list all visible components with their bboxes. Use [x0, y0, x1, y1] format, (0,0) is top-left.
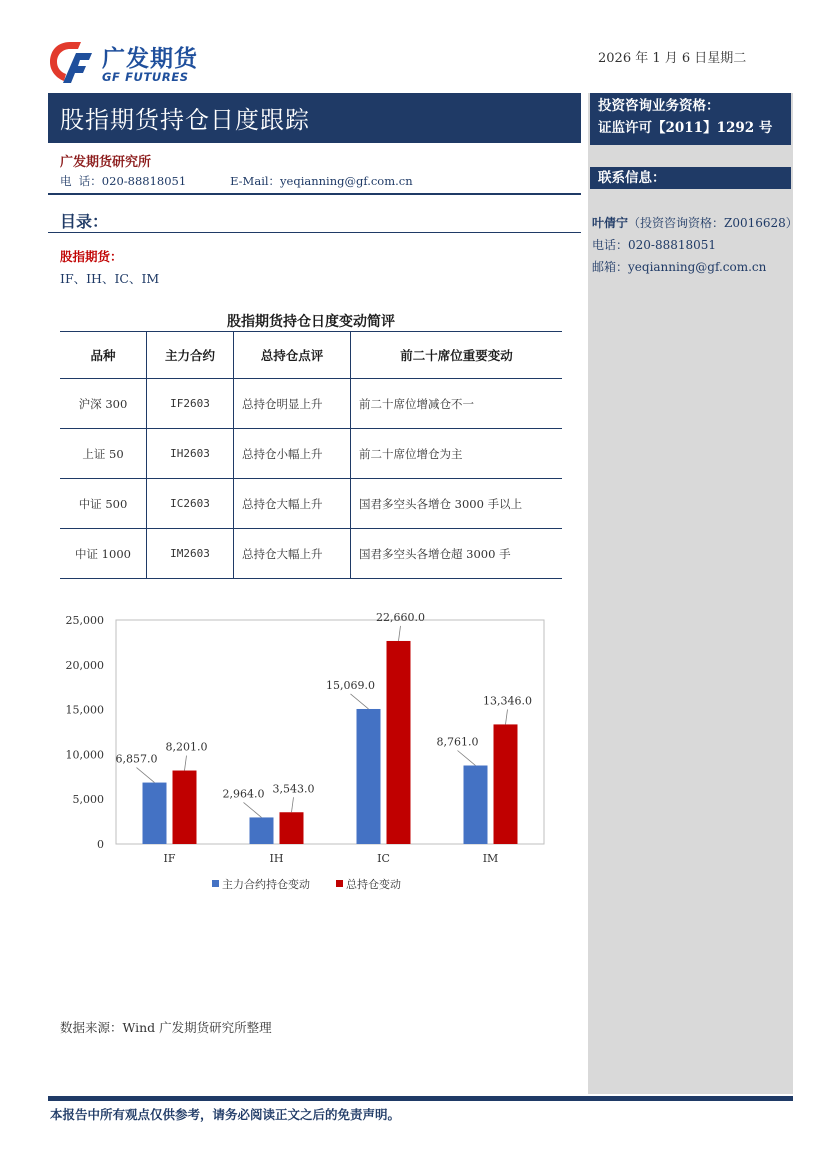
table-cell: 前二十席位增仓为主 [351, 429, 563, 479]
phone-text: 电 话：020-88818051 [60, 174, 187, 188]
qualification-box [590, 93, 791, 145]
bar-if-series-1 [143, 783, 167, 844]
data-label-leader [506, 709, 508, 724]
data-label-leader [137, 768, 155, 783]
legend-swatch [212, 880, 219, 887]
table-cell: 总持仓明显上升 [234, 379, 351, 429]
footer-divider [48, 1096, 793, 1101]
bar-im-series-1 [464, 766, 488, 844]
y-tick-label: 20,000 [65, 658, 104, 672]
table-cell: IC2603 [147, 479, 234, 529]
qualification-line-1: 投资咨询业务资格： [598, 98, 720, 114]
toc-section-items[interactable]: IF、IH、IC、IM [60, 271, 160, 286]
table-cell: IF2603 [147, 379, 234, 429]
data-label-leader [351, 694, 369, 709]
table-row [60, 529, 562, 579]
table-header-row [60, 332, 562, 379]
gf-futures-logo-icon [48, 40, 94, 84]
x-tick-label: IH [269, 852, 284, 865]
y-tick-label: 15,000 [65, 703, 104, 717]
data-label: 3,543.0 [272, 782, 315, 796]
table-cell: 总持仓大幅上升 [234, 479, 351, 529]
contact-header: 联系信息： [590, 167, 791, 189]
table-cell: 国君多空头各增仓超 3000 手 [351, 529, 563, 579]
legend-label: 主力合约持仓变动 [222, 878, 310, 891]
table-cell: IM2603 [147, 529, 234, 579]
bar-ih-series-1 [250, 817, 274, 844]
table-row [60, 479, 562, 529]
analyst-email[interactable]: 邮箱：yeqianning@gf.com.cn [592, 260, 767, 274]
table-row [60, 379, 562, 429]
x-tick-label: IF [163, 852, 176, 865]
table-cell: 沪深 300 [60, 379, 147, 429]
table-header: 前二十席位重要变动 [351, 332, 563, 379]
toc-section-label[interactable]: 股指期货： [60, 249, 123, 264]
y-tick-label: 25,000 [65, 614, 104, 627]
table-title: 股指期货持仓日度变动简评 [227, 314, 395, 330]
data-label-leader [292, 797, 294, 812]
data-label-leader [399, 626, 401, 641]
data-label-leader [244, 802, 262, 817]
table-row [60, 429, 562, 479]
table-cell: 上证 50 [60, 429, 147, 479]
analyst-phone: 电话：020-88818051 [592, 238, 717, 252]
table-cell: IH2603 [147, 429, 234, 479]
y-tick-label: 0 [97, 838, 104, 851]
bar-ih-series-2 [280, 812, 304, 844]
contact-line [60, 173, 413, 189]
bar-if-series-2 [173, 771, 197, 844]
x-tick-label: IC [377, 852, 390, 865]
divider [48, 232, 581, 233]
data-label: 2,964.0 [222, 787, 265, 801]
qualification-line-2: 证监许可【2011】1292 号 [598, 120, 773, 136]
source-note: 数据来源：Wind 广发期货研究所整理 [60, 1020, 272, 1035]
table-header: 品种 [60, 332, 147, 379]
toc-title: 目录： [60, 212, 109, 231]
y-tick-label: 10,000 [65, 748, 104, 762]
analyst-info [592, 214, 798, 231]
position-change-chart [50, 608, 570, 898]
data-label: 6,857.0 [115, 752, 158, 766]
bar-ic-series-1 [357, 709, 381, 844]
data-label: 8,201.0 [165, 740, 208, 754]
table-cell: 中证 500 [60, 479, 147, 529]
disclaimer-footer: 本报告中所有观点仅供参考，请务必阅读正文之后的免责声明。 [50, 1107, 401, 1122]
data-label-leader [185, 756, 187, 771]
data-label: 22,660.0 [376, 610, 425, 624]
table-cell: 总持仓大幅上升 [234, 529, 351, 579]
data-label: 8,761.0 [436, 735, 479, 749]
brand-name: 广发期货 [102, 46, 198, 72]
institute-name: 广发期货研究所 [60, 155, 152, 170]
legend-label: 总持仓变动 [346, 878, 401, 891]
table-header: 主力合约 [147, 332, 234, 379]
email-text: E-Mail：yeqianning@gf.com.cn [230, 174, 413, 188]
analyst-cert: （投资咨询资格：Z0016628） [628, 216, 798, 230]
data-label-leader [458, 751, 476, 766]
data-label: 15,069.0 [326, 678, 375, 692]
analyst-name: 叶倩宁 [592, 216, 629, 230]
table-header: 总持仓点评 [234, 332, 351, 379]
brand-name-en: GF FUTURES [102, 70, 189, 84]
bar-ic-series-2 [387, 641, 411, 844]
bar-im-series-2 [494, 724, 518, 844]
table-cell: 中证 1000 [60, 529, 147, 579]
page-title: 股指期货持仓日度跟踪 [60, 106, 310, 134]
table-cell: 前二十席位增减仓不一 [351, 379, 563, 429]
summary-table [60, 331, 562, 579]
y-tick-label: 5,000 [72, 793, 104, 807]
x-tick-label: IM [482, 852, 499, 865]
divider [48, 193, 581, 195]
report-date: 2026 年 1 月 6 日星期二 [598, 51, 747, 66]
table-cell: 总持仓小幅上升 [234, 429, 351, 479]
legend-swatch [336, 880, 343, 887]
table-cell: 国君多空头各增仓 3000 手以上 [351, 479, 563, 529]
data-label: 13,346.0 [483, 694, 532, 708]
